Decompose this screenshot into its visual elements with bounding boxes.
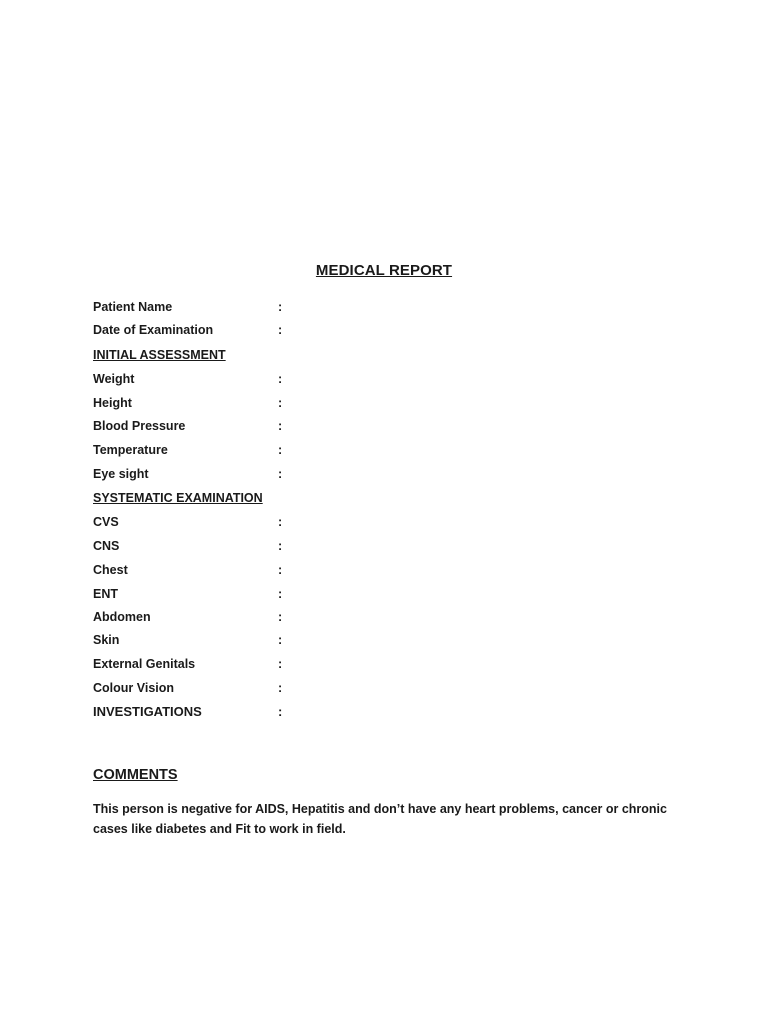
field-label: External Genitals — [93, 657, 196, 671]
field-separator: : — [278, 467, 283, 481]
field-label: ENT — [93, 587, 118, 601]
field-separator: : — [278, 704, 283, 719]
field-separator: : — [278, 681, 283, 695]
field-label: INVESTIGATIONS — [93, 704, 202, 719]
field-separator: : — [278, 396, 283, 410]
field-patient-name — [93, 298, 353, 316]
field-eye-sight — [93, 465, 353, 483]
field-label: Abdomen — [93, 610, 151, 624]
field-separator: : — [278, 443, 283, 457]
field-date-of-examination — [93, 321, 353, 339]
field-label: Skin — [93, 633, 120, 647]
field-label: Patient Name — [93, 300, 173, 314]
field-separator: : — [278, 587, 283, 601]
field-label: CNS — [93, 539, 120, 553]
field-separator: : — [278, 563, 283, 577]
field-separator: : — [278, 515, 283, 529]
section-heading-initial-assessment: INITIAL ASSESSMENT — [93, 348, 226, 362]
field-separator: : — [278, 657, 283, 671]
field-separator: : — [278, 323, 283, 337]
field-separator: : — [278, 419, 283, 433]
field-weight — [93, 370, 353, 388]
field-blood-pressure — [93, 417, 353, 435]
field-skin — [93, 631, 353, 649]
field-label: Temperature — [93, 443, 168, 457]
section-heading-systematic-examination: SYSTEMATIC EXAMINATION — [93, 491, 263, 505]
field-separator: : — [278, 300, 283, 314]
field-temperature — [93, 441, 353, 459]
field-cns — [93, 537, 353, 555]
field-separator: : — [278, 539, 283, 553]
report-title: MEDICAL REPORT — [315, 262, 453, 279]
field-label: Eye sight — [93, 467, 149, 481]
field-cvs — [93, 513, 353, 531]
field-label: Chest — [93, 563, 128, 577]
field-separator: : — [278, 610, 283, 624]
comments-heading: COMMENTS — [93, 767, 178, 783]
field-separator: : — [278, 372, 283, 386]
comments-text: This person is negative for AIDS, Hepatitis and don’t have any heart problems, cancer or chronic cases like diabetes and Fit to work in field. — [93, 802, 667, 836]
field-colour-vision — [93, 679, 353, 697]
field-separator: : — [278, 633, 283, 647]
field-height — [93, 394, 353, 412]
field-label: Date of Examination — [93, 323, 214, 337]
field-investigations — [93, 703, 353, 721]
field-chest — [93, 561, 353, 579]
field-label: Height — [93, 396, 132, 410]
field-label: Colour Vision — [93, 681, 175, 695]
field-label: CVS — [93, 515, 119, 529]
field-abdomen — [93, 608, 353, 626]
field-label: Blood Pressure — [93, 419, 186, 433]
field-ent — [93, 585, 353, 603]
field-label: Weight — [93, 372, 135, 386]
field-external-genitals — [93, 655, 353, 673]
